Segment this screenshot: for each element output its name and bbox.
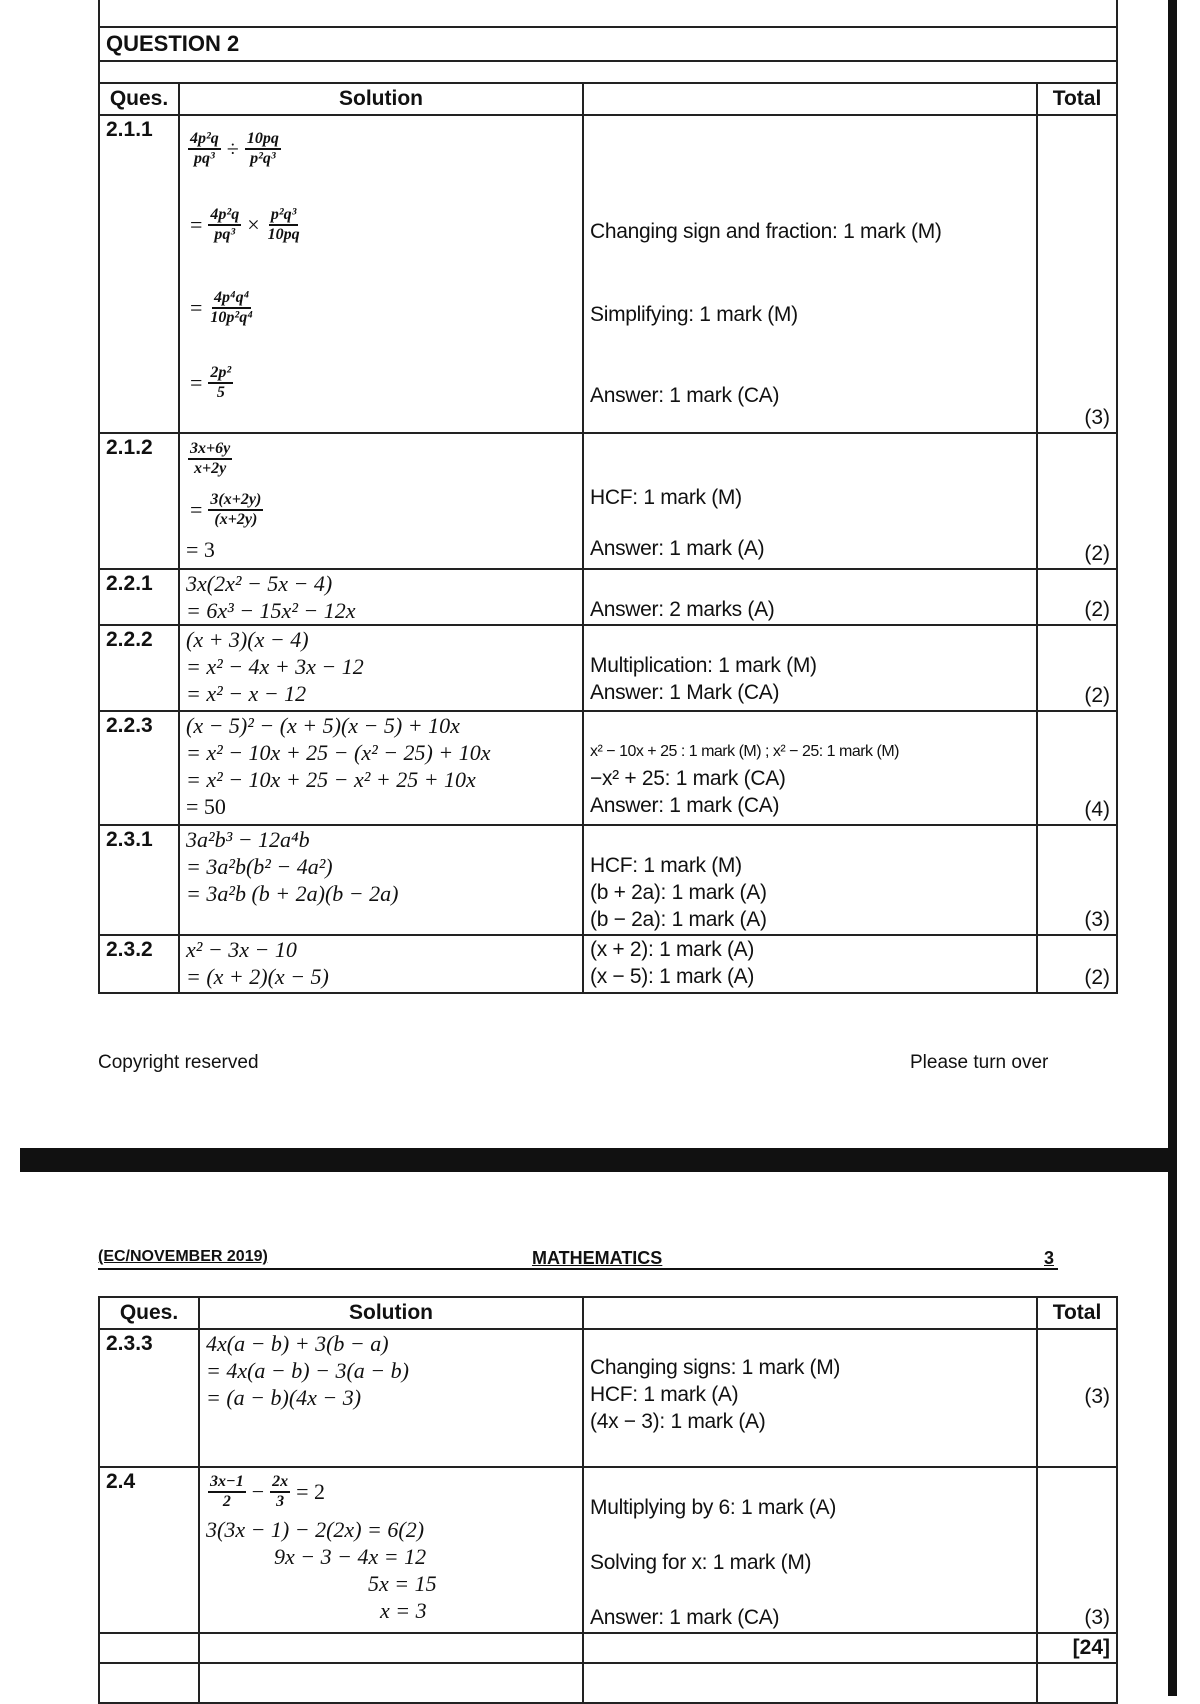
header-solution: Solution bbox=[199, 1297, 583, 1329]
fraction-numerator: 4p²q bbox=[208, 206, 241, 226]
total-cell: (3) bbox=[1037, 825, 1117, 935]
total-cell: (2) bbox=[1037, 569, 1117, 625]
grand-total: [24] bbox=[1037, 1633, 1117, 1663]
total-cell: (2) bbox=[1037, 433, 1117, 569]
header-comment bbox=[583, 83, 1037, 115]
solution-cell bbox=[199, 1467, 583, 1633]
mark-comment: Answer: 1 mark (CA) bbox=[590, 1606, 780, 1629]
mark-comment: (b − 2a): 1 mark (A) bbox=[590, 908, 767, 931]
fraction-numerator: 3(x+2y) bbox=[208, 491, 263, 511]
mark-comment: Simplifying: 1 mark (M) bbox=[590, 303, 798, 326]
solution-line: = x² − 10x + 25 − (x² − 25) + 10x bbox=[186, 740, 491, 765]
mark-comment: Answer: 1 mark (A) bbox=[590, 537, 765, 560]
solution-line: 9x − 3 − 4x = 12 bbox=[274, 1544, 427, 1569]
solution-cell bbox=[179, 711, 583, 825]
comment-cell bbox=[583, 115, 1037, 433]
mark-comment: −x² + 25: 1 mark (CA) bbox=[590, 767, 786, 790]
ques-number: 2.2.2 bbox=[99, 625, 179, 711]
table-row-2-3-2 bbox=[99, 935, 1117, 993]
equals-sign: = bbox=[190, 497, 203, 522]
equation-rhs: = 2 bbox=[296, 1479, 326, 1504]
fraction-numerator: 4p⁴q⁴ bbox=[212, 289, 251, 309]
solution-line: 5x = 15 bbox=[368, 1571, 437, 1596]
equals-sign: = bbox=[190, 370, 203, 395]
total-cell: (3) bbox=[1037, 115, 1117, 433]
solution-line: = (x + 2)(x − 5) bbox=[186, 964, 329, 989]
comment-cell bbox=[583, 711, 1037, 825]
fraction-denominator: p²q³ bbox=[250, 150, 276, 167]
solution-line: = 4x(a − b) − 3(a − b) bbox=[206, 1358, 409, 1383]
table-row-2-2-1 bbox=[99, 569, 1117, 625]
table-row-grand-total bbox=[99, 1633, 1117, 1663]
header-comment bbox=[583, 1297, 1037, 1329]
mark-comment: Changing sign and fraction: 1 mark (M) bbox=[590, 220, 942, 243]
comment-cell bbox=[583, 625, 1037, 711]
header-rule bbox=[98, 1268, 1058, 1270]
fraction-denominator: 2 bbox=[222, 1493, 231, 1510]
fraction-denominator: pq³ bbox=[214, 226, 236, 243]
solution-cell bbox=[179, 115, 583, 433]
mark-comment: Answer: 2 marks (A) bbox=[590, 598, 775, 621]
fraction-numerator: 2x bbox=[270, 1473, 290, 1493]
ques-number: 2.3.2 bbox=[99, 935, 179, 993]
fraction-denominator: 5 bbox=[216, 384, 225, 401]
ques-number: 2.1.1 bbox=[99, 115, 179, 433]
ques-number: 2.3.1 bbox=[99, 825, 179, 935]
operator: × bbox=[247, 212, 260, 237]
total-cell: (4) bbox=[1037, 711, 1117, 825]
mark-comment: HCF: 1 mark (M) bbox=[590, 854, 742, 877]
mark-comment: HCF: 1 mark (A) bbox=[590, 1383, 739, 1406]
solution-cell bbox=[179, 569, 583, 625]
ques-number: 2.2.3 bbox=[99, 711, 179, 825]
solution-line: 3(3x − 1) − 2(2x) = 6(2) bbox=[206, 1517, 425, 1542]
operator: − bbox=[251, 1479, 265, 1504]
solution-line: = 6x³ − 15x² − 12x bbox=[186, 598, 356, 623]
comment-cell bbox=[583, 1467, 1037, 1633]
header-ques: Ques. bbox=[99, 83, 179, 115]
header-exam-date: (EC/NOVEMBER 2019) bbox=[98, 1248, 268, 1265]
memo-table-page1 bbox=[98, 0, 1118, 994]
table-row-2-2-2 bbox=[99, 625, 1117, 711]
header-subject: MATHEMATICS bbox=[532, 1248, 663, 1268]
solution-line: 3x(2x² − 5x − 4) bbox=[186, 571, 333, 596]
ques-number: 2.2.1 bbox=[99, 569, 179, 625]
comment-cell bbox=[583, 569, 1037, 625]
mark-comment: Answer: 1 mark (CA) bbox=[590, 794, 780, 817]
total-cell: (2) bbox=[1037, 935, 1117, 993]
solution-cell bbox=[199, 1329, 583, 1467]
mark-comment: Answer: 1 mark (CA) bbox=[590, 384, 780, 407]
comment-cell bbox=[583, 1329, 1037, 1467]
total-cell: (3) bbox=[1037, 1329, 1117, 1467]
solution-line: = x² − 10x + 25 − x² + 25 + 10x bbox=[186, 767, 476, 792]
fraction-denominator: pq³ bbox=[194, 150, 215, 167]
solution-line: = 3 bbox=[186, 537, 215, 562]
header-page-number: 3 bbox=[1044, 1248, 1055, 1268]
table-row-2-4 bbox=[99, 1467, 1117, 1633]
table-row-2-2-3 bbox=[99, 711, 1117, 825]
fraction-numerator: 10pq bbox=[245, 130, 281, 150]
ques-number: 2.3.3 bbox=[99, 1329, 199, 1467]
question-title: QUESTION 2 bbox=[99, 27, 1117, 61]
fraction-denominator: 10p²q⁴ bbox=[210, 309, 253, 326]
mark-comment: x² − 10x + 25 : 1 mark (M) ; x² − 25: 1 mark (M) bbox=[590, 743, 899, 760]
fraction-denominator: 10pq bbox=[267, 226, 300, 243]
solution-line: 4x(a − b) + 3(b − a) bbox=[206, 1331, 389, 1356]
mark-comment: (x + 2): 1 mark (A) bbox=[590, 938, 755, 961]
solution-cell bbox=[179, 625, 583, 711]
fraction-denominator: (x+2y) bbox=[214, 511, 258, 528]
mark-comment: HCF: 1 mark (M) bbox=[590, 486, 742, 509]
solution-line: = 50 bbox=[186, 794, 226, 819]
solution-line: (x + 3)(x − 4) bbox=[186, 627, 309, 652]
solution-line: = 3a²b(b² − 4a²) bbox=[186, 854, 333, 879]
solution-line: = (a − b)(4x − 3) bbox=[206, 1385, 362, 1410]
solution-line: = x² − x − 12 bbox=[186, 681, 307, 706]
mark-comment: (b + 2a): 1 mark (A) bbox=[590, 881, 767, 904]
solution-cell bbox=[179, 935, 583, 993]
header-total: Total bbox=[1037, 1297, 1117, 1329]
footer-turn-over: Please turn over bbox=[910, 1052, 1049, 1073]
footer-copyright: Copyright reserved bbox=[98, 1052, 259, 1073]
comment-cell bbox=[583, 433, 1037, 569]
page-edge-bar bbox=[1168, 0, 1177, 1696]
fraction-denominator: x+2y bbox=[194, 460, 227, 477]
page-separator bbox=[20, 1148, 1177, 1172]
solution-line: = 3a²b (b + 2a)(b − 2a) bbox=[186, 881, 399, 906]
total-cell: (2) bbox=[1037, 625, 1117, 711]
table-row-2-1-1 bbox=[99, 115, 1117, 433]
fraction-denominator: 3 bbox=[276, 1493, 285, 1510]
mark-comment: (x − 5): 1 mark (A) bbox=[590, 965, 755, 988]
mark-comment: Solving for x: 1 mark (M) bbox=[590, 1551, 812, 1574]
ques-number: 2.1.2 bbox=[99, 433, 179, 569]
header-total: Total bbox=[1037, 83, 1117, 115]
fraction-numerator: 2p² bbox=[208, 364, 233, 384]
total-cell: (3) bbox=[1037, 1467, 1117, 1633]
fraction-numerator: 4p²q bbox=[188, 130, 221, 150]
equals-sign: = bbox=[190, 212, 203, 237]
ques-number: 2.4 bbox=[99, 1467, 199, 1633]
mark-comment: Multiplying by 6: 1 mark (A) bbox=[590, 1496, 837, 1519]
operator: ÷ bbox=[226, 136, 239, 161]
comment-cell bbox=[583, 825, 1037, 935]
mark-comment: (4x − 3): 1 mark (A) bbox=[590, 1410, 766, 1433]
mark-comment: Multiplication: 1 mark (M) bbox=[590, 654, 817, 677]
table-row-2-3-1 bbox=[99, 825, 1117, 935]
fraction-numerator: 3x+6y bbox=[188, 440, 232, 460]
header-solution: Solution bbox=[179, 83, 583, 115]
solution-cell bbox=[179, 433, 583, 569]
solution-line: x = 3 bbox=[380, 1598, 427, 1623]
comment-cell bbox=[583, 935, 1037, 993]
mark-comment: Changing signs: 1 mark (M) bbox=[590, 1356, 841, 1379]
solution-line: x² − 3x − 10 bbox=[186, 937, 297, 962]
solution-line: 3a²b³ − 12a⁴b bbox=[186, 827, 310, 852]
header-ques: Ques. bbox=[99, 1297, 199, 1329]
solution-line: = x² − 4x + 3x − 12 bbox=[186, 654, 364, 679]
table-row-2-1-2 bbox=[99, 433, 1117, 569]
memo-table-page2 bbox=[98, 1296, 1118, 1704]
equals-sign: = bbox=[190, 295, 203, 320]
solution-cell bbox=[179, 825, 583, 935]
solution-line: (x − 5)² − (x + 5)(x − 5) + 10x bbox=[186, 713, 460, 738]
table-row-2-3-3 bbox=[99, 1329, 1117, 1467]
fraction-numerator: p²q³ bbox=[269, 206, 299, 226]
mark-comment: Answer: 1 Mark (CA) bbox=[590, 681, 780, 704]
fraction-numerator: 3x−1 bbox=[208, 1473, 246, 1493]
